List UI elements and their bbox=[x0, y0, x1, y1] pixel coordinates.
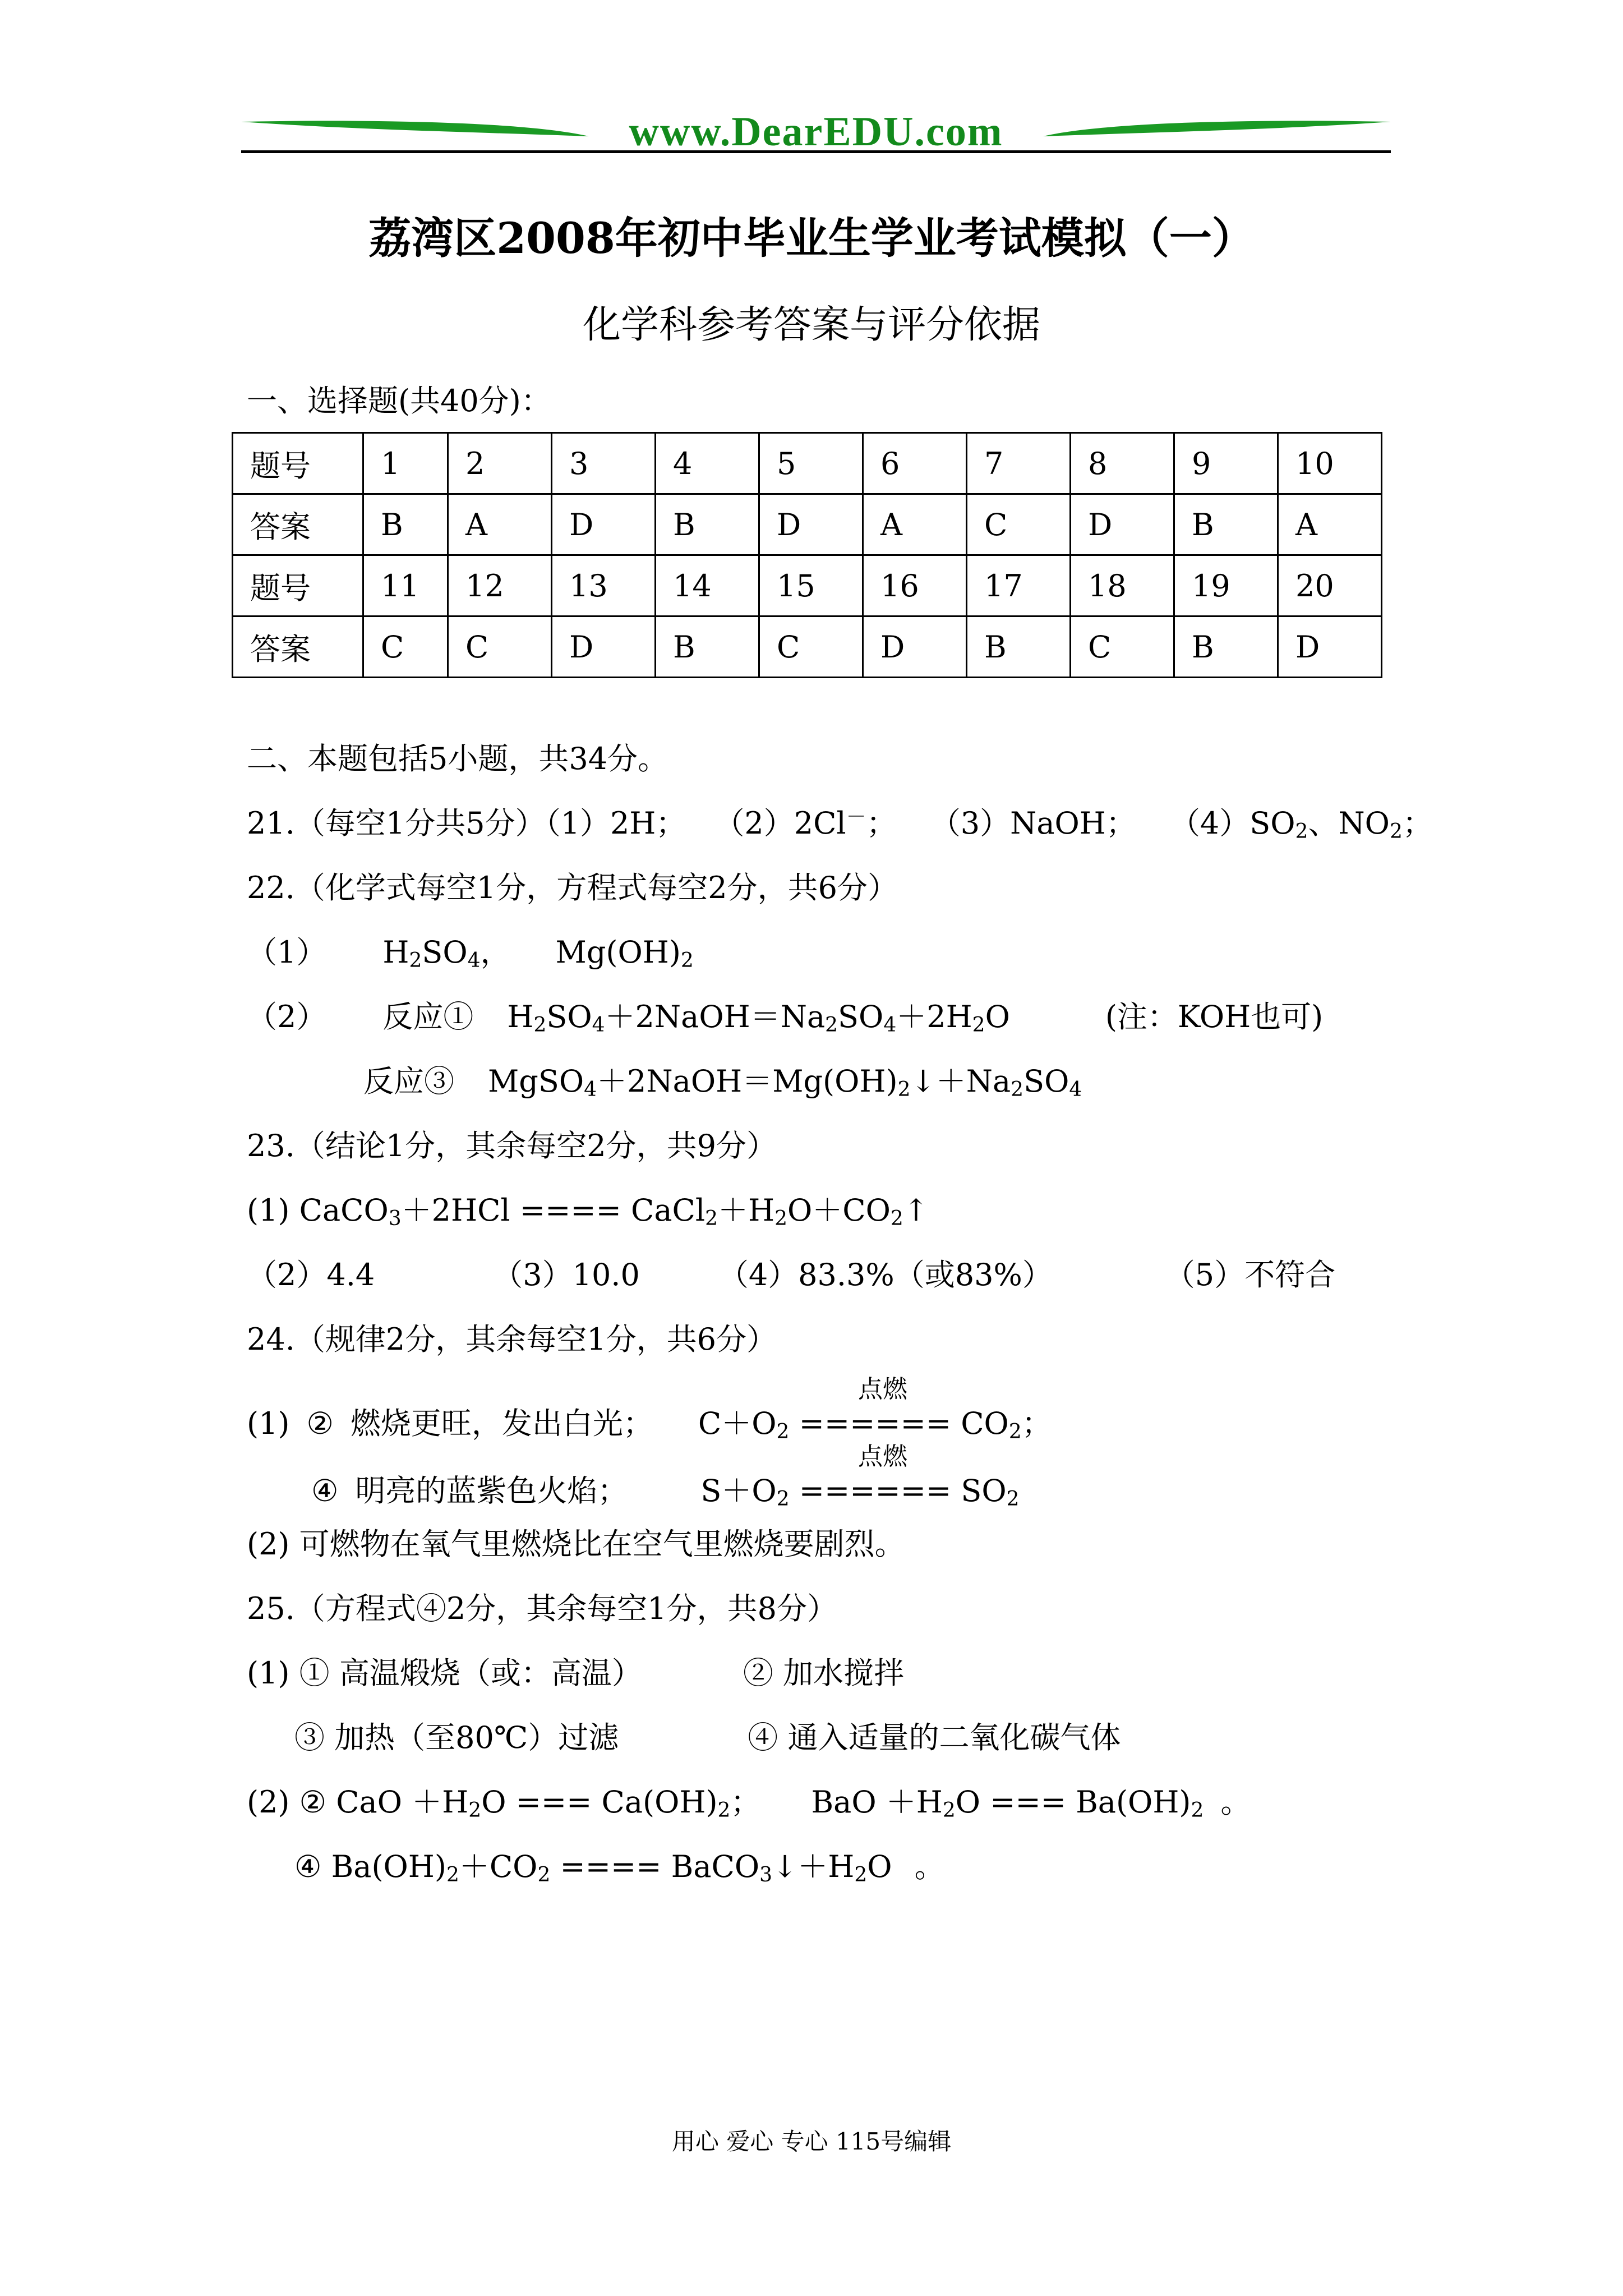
row-header-cell: 答案 bbox=[233, 616, 363, 678]
table-cell: 6 bbox=[863, 433, 967, 494]
table-row bbox=[233, 555, 1382, 616]
q25-line4: ④ $Ba(OH)_2+CO_2$ ==== $BaCO_3↓+H_2O$ 。 bbox=[294, 1849, 945, 1887]
table-cell: D bbox=[552, 494, 656, 555]
table-cell: C bbox=[759, 616, 863, 678]
q24-line2: ④ 明亮的蓝紫色火焰； $S+O_2$ ====== $SO_2$ bbox=[311, 1473, 1020, 1511]
table-cell: B bbox=[656, 494, 759, 555]
table-cell: C bbox=[363, 616, 448, 678]
table-cell: 14 bbox=[656, 555, 759, 616]
table-row bbox=[233, 616, 1382, 678]
page-subtitle: 化学科参考答案与评分依据 bbox=[582, 303, 1040, 347]
q24-condition-2: 点燃 bbox=[858, 1442, 907, 1471]
table-cell: A bbox=[1278, 494, 1382, 555]
table-cell: B bbox=[1174, 616, 1278, 678]
table-cell: 1 bbox=[363, 433, 448, 494]
q23-heading: 23.（结论1分，其余每空2分，共9分） bbox=[247, 1128, 777, 1163]
table-cell: 8 bbox=[1071, 433, 1174, 494]
q25-line1: (1) ① 高温煅烧（或：高温） ② 加水搅拌 bbox=[247, 1655, 904, 1691]
table-cell: 10 bbox=[1278, 433, 1382, 494]
table-cell: 11 bbox=[363, 555, 448, 616]
table-cell: 4 bbox=[656, 433, 759, 494]
table-cell: 3 bbox=[552, 433, 656, 494]
table-cell: 13 bbox=[552, 555, 656, 616]
page-footer: 用心 爱心 专心 115号编辑 bbox=[671, 2128, 952, 2155]
table-cell: 20 bbox=[1278, 555, 1382, 616]
table-cell: C bbox=[967, 494, 1071, 555]
table-cell: 5 bbox=[759, 433, 863, 494]
table-cell: B bbox=[363, 494, 448, 555]
table-cell: 16 bbox=[863, 555, 967, 616]
table-cell: 19 bbox=[1174, 555, 1278, 616]
table-cell: D bbox=[1071, 494, 1174, 555]
table-cell: 12 bbox=[448, 555, 552, 616]
table-cell: 17 bbox=[967, 555, 1071, 616]
q25-heading: 25.（方程式④2分，其余每空1分，共8分） bbox=[247, 1591, 837, 1626]
q24-line3: (2) 可燃物在氧气里燃烧比在空气里燃烧要剧烈。 bbox=[247, 1526, 905, 1562]
q22-line1: （1） $H_2SO_4$， $Mg(OH)_2$ bbox=[247, 935, 694, 972]
row-header-cell: 答案 bbox=[233, 494, 363, 555]
q23-line2: （2）4.4 （3）10.0 （4）83.3%（或83%） （5）不符合 bbox=[247, 1257, 1336, 1292]
table-cell: 15 bbox=[759, 555, 863, 616]
row-header-cell: 题号 bbox=[233, 433, 363, 494]
table-cell: D bbox=[863, 616, 967, 678]
table-cell: 2 bbox=[448, 433, 552, 494]
row-header-cell: 题号 bbox=[233, 555, 363, 616]
q21-line: 21.（每空1分共5分）（1）2H； （2）2Cl－； （3）NaOH； $(4)SO_2$、$NO_2$； bbox=[247, 806, 1433, 843]
table-cell: 18 bbox=[1071, 555, 1174, 616]
q22-line2: （2） 反应① $H_2SO_4+2NaOH=Na_2SO_4+2H_2O$ (注：KOH也可) bbox=[247, 999, 1324, 1037]
q24-condition-1: 点燃 bbox=[858, 1375, 907, 1404]
page-title: 荔湾区2008年初中毕业生学业考试模拟（一） bbox=[368, 213, 1255, 263]
q23-line1: (1) CaCO$_3$＋2HCl ==== $CaCl_2+H_2O+CO_2↑$ bbox=[247, 1193, 929, 1230]
table-cell: B bbox=[656, 616, 759, 678]
table-cell: D bbox=[1278, 616, 1382, 678]
q25-line2: ③ 加热（至80℃）过滤 ④ 通入适量的二氧化碳气体 bbox=[294, 1720, 1121, 1755]
table-cell: B bbox=[1174, 494, 1278, 555]
table-cell: C bbox=[1071, 616, 1174, 678]
table-cell: A bbox=[448, 494, 552, 555]
site-banner bbox=[241, 109, 1391, 154]
table-cell: B bbox=[967, 616, 1071, 678]
q25-line3: (2) ② CaO $+H_2O$ === $Ca(OH)_2$； BaO $+H_2O$ === $Ba(OH)_2$ 。 bbox=[247, 1784, 1251, 1822]
q24-heading: 24.（规律2分，其余每空1分，共6分） bbox=[247, 1322, 777, 1357]
table-cell: D bbox=[759, 494, 863, 555]
table-cell: 9 bbox=[1174, 433, 1278, 494]
section2-heading: 二、本题包括5小题，共34分。 bbox=[247, 741, 668, 776]
header-rule bbox=[241, 150, 1391, 153]
table-row bbox=[233, 433, 1382, 494]
section1-heading: 一、选择题(共40分)： bbox=[247, 383, 551, 418]
table-cell: 7 bbox=[967, 433, 1071, 494]
table-cell: A bbox=[863, 494, 967, 555]
table-cell: D bbox=[552, 616, 656, 678]
answer-table bbox=[232, 432, 1382, 678]
q22-heading: 22.（化学式每空1分，方程式每空2分，共6分） bbox=[247, 870, 898, 905]
table-row bbox=[233, 494, 1382, 555]
q24-line1: (1) ② 燃烧更旺，发出白光； $C+O_2$ ====== $CO_2$； bbox=[247, 1406, 1052, 1443]
site-name[interactable]: www.DearEDU.com bbox=[629, 109, 1003, 155]
table-cell: C bbox=[448, 616, 552, 678]
q22-line3: 反应③ $MgSO_4+2NaOH=Mg(OH)_2↓+Na_2SO_4$ bbox=[363, 1064, 1082, 1101]
